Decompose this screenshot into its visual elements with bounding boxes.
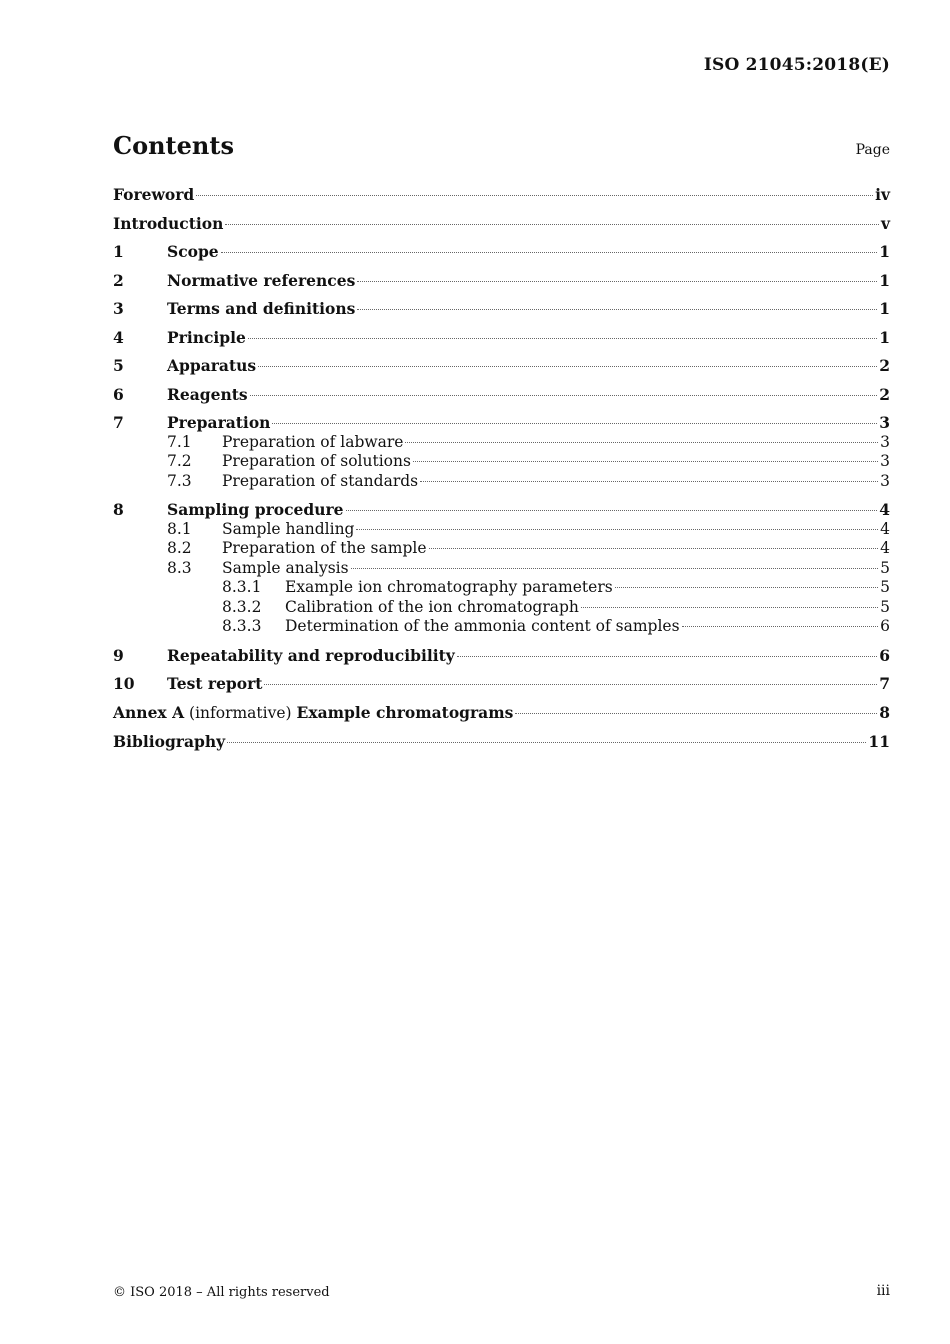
toc-entry-page: 3 xyxy=(879,413,890,432)
toc-entry-title-text: Repeatability and reproducibility xyxy=(167,645,455,665)
toc-entry[interactable] xyxy=(113,559,890,579)
dot-leader xyxy=(272,423,877,424)
toc-entry[interactable] xyxy=(113,242,890,262)
toc-entry-title xyxy=(167,299,355,319)
dot-leader xyxy=(258,366,877,367)
toc-entry-title xyxy=(167,500,344,520)
toc-entry-page: 1 xyxy=(879,242,890,261)
toc-entry-title-text: Calibration of the ion chromatograph xyxy=(285,597,579,616)
toc-entry[interactable] xyxy=(113,271,890,291)
toc-entry-page: 4 xyxy=(879,500,890,519)
toc-entry-page: 1 xyxy=(879,327,890,347)
toc-entry-title xyxy=(222,539,427,559)
dot-leader xyxy=(346,510,878,511)
dot-leader xyxy=(250,395,878,396)
toc-entry-title xyxy=(167,385,248,405)
toc-entry[interactable] xyxy=(113,452,890,472)
toc-entry[interactable] xyxy=(113,385,890,405)
toc-entry[interactable] xyxy=(113,500,890,520)
dot-leader xyxy=(357,309,877,310)
toc-entry-title xyxy=(222,472,418,492)
toc-entry-title xyxy=(113,703,513,724)
toc-entry-number: 8.3 xyxy=(167,558,192,577)
toc-entry-page: 2 xyxy=(879,384,890,404)
dot-leader xyxy=(420,481,878,482)
toc-entry-title xyxy=(285,617,680,637)
toc-entry-title-text: Reagents xyxy=(167,384,248,404)
toc-entry-page: iv xyxy=(875,185,890,204)
contents-heading: Contents xyxy=(113,131,234,160)
toc-entry-title-text: Sample handling xyxy=(222,519,355,538)
toc-entry-page: 8 xyxy=(879,702,890,722)
toc-entry-title-text: Apparatus xyxy=(167,356,257,375)
dot-leader xyxy=(413,461,878,462)
dot-leader xyxy=(356,529,878,530)
toc-entry-title-text: Test report xyxy=(167,674,263,693)
toc-entry[interactable] xyxy=(113,732,890,752)
dot-leader xyxy=(405,442,878,443)
toc-entry-number: 2 xyxy=(113,270,124,290)
toc-entry-number: 7.2 xyxy=(167,452,192,470)
toc-entry-title xyxy=(167,242,219,262)
dot-leader xyxy=(227,742,866,743)
toc-entry[interactable] xyxy=(113,299,890,319)
toc-entry-page: 2 xyxy=(879,356,890,375)
dot-leader xyxy=(225,224,879,225)
annex-label: Annex A xyxy=(113,702,185,722)
toc-entry-title xyxy=(167,646,455,666)
toc-entry-number: 5 xyxy=(113,356,124,375)
toc-entry-title xyxy=(167,356,256,376)
toc-entry-title xyxy=(167,328,246,348)
toc-entry[interactable] xyxy=(113,520,890,540)
toc-entry-title xyxy=(167,271,355,291)
toc-entry-page: 6 xyxy=(879,645,890,665)
toc-entry-number: 10 xyxy=(113,674,135,693)
dot-leader xyxy=(351,568,879,569)
toc-entry-page: 3 xyxy=(880,471,890,490)
toc-entry-title-text: Bibliography xyxy=(113,732,226,751)
toc-entry-title xyxy=(222,433,403,453)
toc-entry[interactable] xyxy=(113,413,890,433)
toc-entry-number: 1 xyxy=(113,242,124,261)
dot-leader xyxy=(264,684,877,685)
annex-note: (informative) xyxy=(184,703,297,722)
toc-entry[interactable] xyxy=(113,472,890,492)
toc-entry-page: 4 xyxy=(880,539,890,557)
toc-entry-number: 4 xyxy=(113,327,124,347)
toc-entry[interactable] xyxy=(113,646,890,666)
toc-entry-number: 3 xyxy=(113,299,124,318)
toc-entry-title-text: Example ion chromatography parameters xyxy=(285,578,613,596)
toc-entry-title xyxy=(222,520,354,540)
toc-entry-title-text: Foreword xyxy=(113,185,195,204)
toc-entry-title-text: Scope xyxy=(167,242,219,261)
document-id: ISO 21045:2018(E) xyxy=(703,55,890,75)
toc-entry-title-text: Preparation of solutions xyxy=(222,452,411,470)
dot-leader xyxy=(581,607,878,608)
toc-entry[interactable] xyxy=(113,433,890,453)
toc-entry-page: 5 xyxy=(880,597,890,616)
toc-entry-title-text: Determination of the ammonia content of samples xyxy=(285,617,680,635)
dot-leader xyxy=(248,338,877,339)
toc-entry-number: 7 xyxy=(113,413,124,432)
toc-entry-title-text: Normative references xyxy=(167,270,356,290)
toc-entry-title xyxy=(222,559,349,579)
dot-leader xyxy=(221,252,878,253)
footer-page-number: iii xyxy=(876,1283,890,1299)
table-of-contents xyxy=(113,185,890,752)
toc-entry-number: 8.2 xyxy=(167,539,192,557)
footer-copyright: © ISO 2018 – All rights reserved xyxy=(113,1285,330,1300)
toc-entry-page: 11 xyxy=(868,732,890,751)
dot-leader xyxy=(196,195,873,196)
toc-entry[interactable] xyxy=(113,214,890,234)
toc-entry-title-text: Sample analysis xyxy=(222,558,349,577)
toc-entry[interactable] xyxy=(113,703,890,724)
toc-entry-number: 9 xyxy=(113,645,124,665)
toc-entry-page: 7 xyxy=(879,674,890,693)
toc-entry-title-text: Preparation of standards xyxy=(222,471,419,490)
toc-entry[interactable] xyxy=(113,356,890,376)
toc-entry-number: 7.3 xyxy=(167,471,192,490)
toc-entry-number: 7.1 xyxy=(167,432,192,451)
toc-entry-title-text: Preparation of labware xyxy=(222,432,404,451)
toc-entry-page: 5 xyxy=(880,558,890,577)
toc-entry-title xyxy=(167,413,270,433)
toc-entry-page: 1 xyxy=(879,270,890,290)
toc-entry-page: 1 xyxy=(879,299,890,318)
toc-entry-number: 6 xyxy=(113,384,124,404)
dot-leader xyxy=(357,281,877,282)
toc-entry-title xyxy=(285,598,579,618)
toc-entry-title-text: Preparation of the sample xyxy=(222,539,427,557)
toc-entry-title-text: Sampling procedure xyxy=(167,500,344,519)
toc-entry[interactable] xyxy=(113,578,890,598)
toc-entry-number: 8 xyxy=(113,500,124,519)
toc-entry-page: 3 xyxy=(880,452,890,470)
toc-entry-page: 6 xyxy=(880,617,890,635)
toc-entry-title xyxy=(113,732,225,752)
dot-leader xyxy=(429,548,879,549)
toc-entry-page: 5 xyxy=(880,578,890,596)
toc-entry-title-text: Preparation xyxy=(167,413,271,432)
toc-entry-title xyxy=(285,578,613,598)
toc-entry-title-text: Example chromatograms xyxy=(296,702,514,722)
toc-entry[interactable] xyxy=(113,617,890,637)
dot-leader xyxy=(682,626,879,627)
toc-entry-title xyxy=(167,674,262,694)
toc-entry[interactable] xyxy=(113,539,890,559)
toc-entry-title-text: Terms and definitions xyxy=(167,299,356,318)
dot-leader xyxy=(457,656,877,657)
toc-entry-page: 4 xyxy=(880,519,890,538)
toc-entry-number: 8.3.3 xyxy=(222,617,262,635)
toc-entry-title xyxy=(113,214,223,234)
toc-entry-title xyxy=(113,185,194,205)
toc-entry[interactable] xyxy=(113,674,890,694)
toc-entry-title-text: Principle xyxy=(167,327,246,347)
toc-entry-number: 8.1 xyxy=(167,519,192,538)
toc-entry[interactable] xyxy=(113,185,890,205)
dot-leader xyxy=(615,587,878,588)
toc-entry-number: 8.3.1 xyxy=(222,578,262,596)
toc-entry-title xyxy=(222,452,411,472)
page-column-label: Page xyxy=(855,142,890,158)
dot-leader xyxy=(515,713,877,714)
toc-entry-title-text: Introduction xyxy=(113,213,224,233)
toc-entry[interactable] xyxy=(113,598,890,618)
toc-entry-page: v xyxy=(880,213,890,233)
toc-entry-page: 3 xyxy=(880,432,890,451)
toc-entry-number: 8.3.2 xyxy=(222,597,262,616)
toc-entry[interactable] xyxy=(113,328,890,348)
